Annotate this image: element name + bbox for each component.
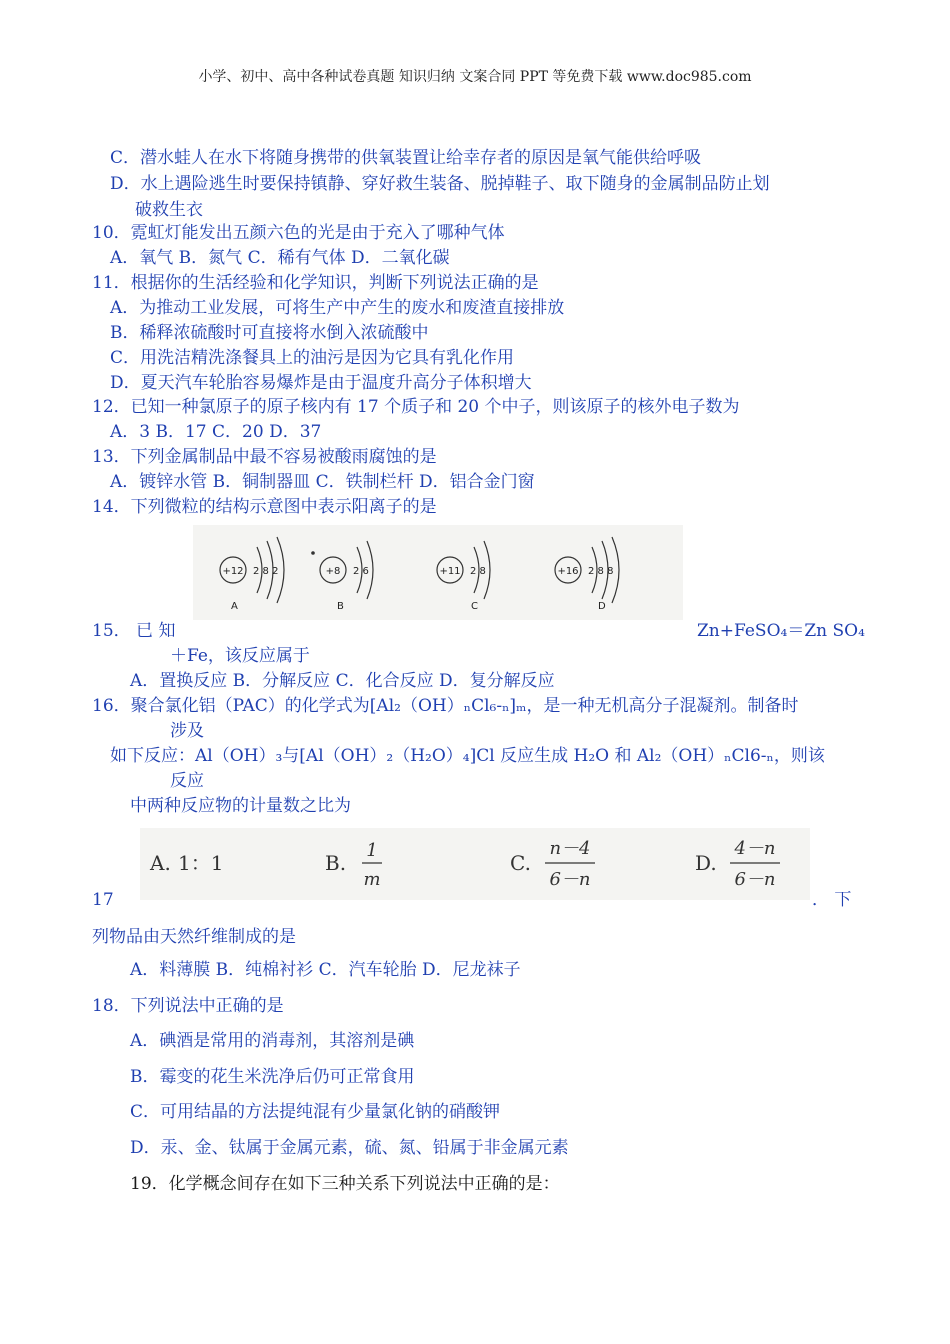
q12-options: A．3 B．17 C．20 D．37 xyxy=(110,422,322,442)
q16-opt-d-den: 6－n xyxy=(734,869,776,890)
atom-a-nucleus: +12 xyxy=(222,566,244,577)
q13-stem: 13．下列金属制品中最不容易被酸雨腐蚀的是 xyxy=(92,447,437,467)
q17-number: 17 xyxy=(92,890,114,910)
atom-diagrams xyxy=(193,525,683,620)
q17-options: A．料薄膜 B．纯棉衬衫 C．汽车轮胎 D．尼龙袜子 xyxy=(130,960,521,980)
q18-option-d: D．汞、金、钛属于金属元素，硫、氮、铅属于非金属元素 xyxy=(130,1138,569,1158)
q18-option-c: C．可用结晶的方法提纯混有少量氯化钠的硝酸钾 xyxy=(130,1102,501,1122)
q16-stem: 16．聚合氯化铝（PAC）的化学式为[Al₂（OH）ₙCl₆-ₙ]ₘ，是一种无机高分子混凝剂。制备时 xyxy=(92,696,799,716)
q18-option-b: B．霉变的花生米洗净后仍可正常食用 xyxy=(130,1067,415,1087)
q16-opt-a-letter: A. xyxy=(150,851,171,875)
q18-option-a: A．碘酒是常用的消毒剂，其溶剂是碘 xyxy=(130,1031,415,1051)
page-header: 小学、初中、高中各种试卷真题 知识归纳 文案合同 PPT 等免费下载 www.doc985.com xyxy=(198,69,752,85)
q16-opt-d-letter: D. xyxy=(695,851,717,875)
q18-stem: 18．下列说法中正确的是 xyxy=(92,996,284,1016)
q15-stem: 15． 已 知 xyxy=(92,621,176,641)
atom-d-nucleus: +16 xyxy=(557,566,579,577)
q10-stem: 10．霓虹灯能发出五颜六色的光是由于充入了哪种气体 xyxy=(92,223,505,243)
q11-stem: 11．根据你的生活经验和化学知识，判断下列说法正确的是 xyxy=(92,273,539,293)
q9-option-d: D．水上遇险逃生时要保持镇静、穿好救生装备、脱掉鞋子、取下随身的金属制品防止划 xyxy=(110,174,770,194)
q16-opt-d-num: 4－n xyxy=(734,838,776,859)
q11-option-b: B．稀释浓硫酸时可直接将水倒入浓硫酸中 xyxy=(110,323,429,343)
atom-c-shells: 2 8 xyxy=(470,566,486,577)
q10-options: A．氧气 B．氮气 C．稀有气体 D．二氧化碳 xyxy=(110,248,450,268)
q13-options: A．镀锌水管 B．铜制器皿 C．铁制栏杆 D．铝合金门窗 xyxy=(110,472,535,492)
q11-option-c: C．用洗洁精洗涤餐具上的油污是因为它具有乳化作用 xyxy=(110,348,515,368)
q16-fraction-options xyxy=(140,828,810,900)
atom-d-label: D xyxy=(598,601,606,612)
q15-equation: Zn+FeSO₄＝Zn SO₄ xyxy=(697,621,865,641)
atom-b-nucleus: +8 xyxy=(325,566,341,577)
atom-structure-figure xyxy=(193,525,683,620)
q11-option-a: A．为推动工业发展，可将生产中产生的废水和废渣直接排放 xyxy=(110,298,565,318)
q16-opt-a-text: 1：1 xyxy=(178,851,224,875)
atom-a-shells: 2 8 2 xyxy=(253,566,279,577)
q9-option-d-cont: 破救生衣 xyxy=(135,200,203,220)
q16-opt-c-letter: C. xyxy=(510,851,531,875)
q14-stem: 14．下列微粒的结构示意图中表示阳离子的是 xyxy=(92,497,437,517)
atom-b-shells: 2 6 xyxy=(353,566,369,577)
q16-options-figure xyxy=(140,828,810,900)
q17-stem: 列物品由天然纤维制成的是 xyxy=(92,927,296,947)
q16-reaction: 如下反应：Al（OH）₃与[Al（OH）₂（H₂O）₄]Cl 反应生成 H₂O 和 Al₂（OH）ₙCl6-ₙ，则该 xyxy=(110,746,825,766)
q15-stem-cont: ＋Fe，该反应属于 xyxy=(170,646,310,666)
atom-b-label: B xyxy=(337,601,344,612)
q16-stem-cont: 涉及 xyxy=(170,721,204,741)
q15-options: A．置换反应 B．分解反应 C．化合反应 D．复分解反应 xyxy=(130,671,555,691)
atom-d-shells: 2 8 8 xyxy=(588,566,614,577)
q12-stem: 12．已知一种氯原子的原子核内有 17 个质子和 20 个中子，则该原子的核外电子数为 xyxy=(92,397,740,417)
q16-opt-c-den: 6－n xyxy=(549,869,591,890)
q16-opt-c-num: n－4 xyxy=(549,838,591,859)
q19-stem: 19．化学概念间存在如下三种关系下列说法中正确的是： xyxy=(130,1174,560,1194)
q16-reaction-cont: 反应 xyxy=(170,771,204,791)
atom-c-label: C xyxy=(471,601,478,612)
q16-opt-b-letter: B. xyxy=(325,851,347,875)
q16-question: 中两种反应物的计量数之比为 xyxy=(130,796,351,816)
q16-opt-b-num: 1 xyxy=(366,840,378,861)
q9-option-c: C．潜水蛙人在水下将随身携带的供氧装置让给幸存者的原因是氧气能供给呼吸 xyxy=(110,148,702,168)
q11-option-d: D．夏天汽车轮胎容易爆炸是由于温度升高分子体积增大 xyxy=(110,373,532,393)
atom-a-label: A xyxy=(231,601,238,612)
atom-c-nucleus: +11 xyxy=(439,566,461,577)
q16-opt-b-den: m xyxy=(363,869,381,890)
q17-number-cont: ． 下 xyxy=(812,890,852,910)
